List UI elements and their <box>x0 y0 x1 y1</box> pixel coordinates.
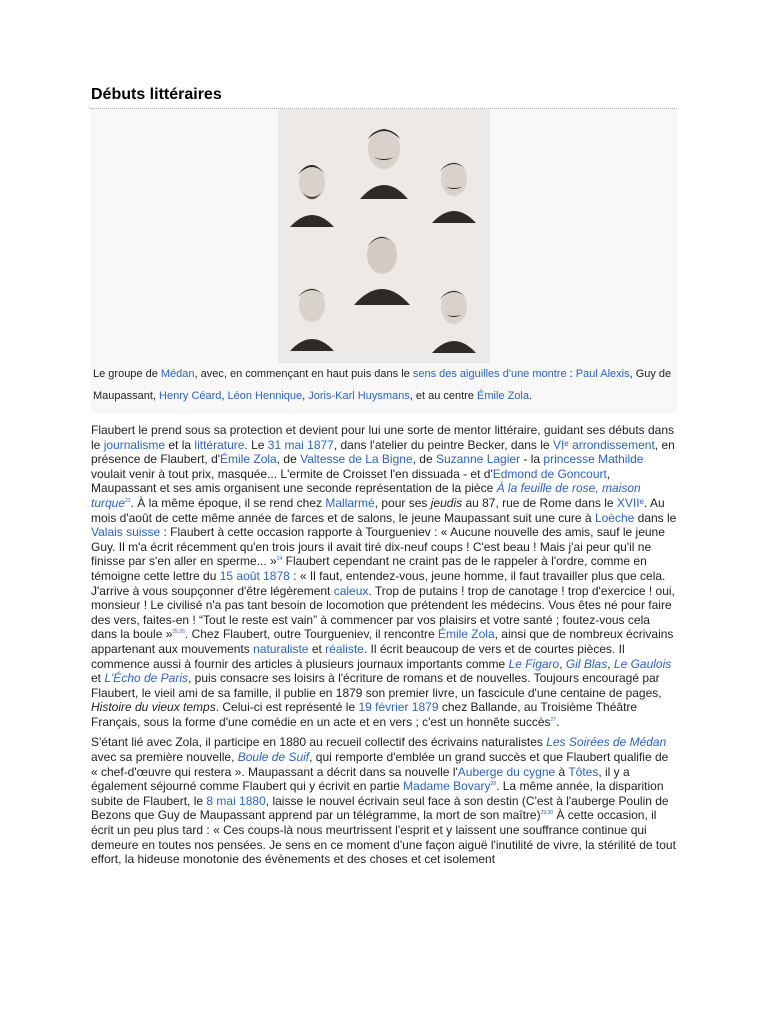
text-run: : « Il faut, entendez-vous, jeune homme, il faut travailler plus que cela. J'arrive à vous soupçonner d'être légèrement <box>91 568 666 598</box>
text-run: S'étant lié avec Zola, il participe en 1880 au recueil collectif des écrivains naturalistes <box>91 735 547 750</box>
text-run: , il y a également séjourné comme Flaubert qui y écrivit en partie <box>91 764 630 794</box>
footnote-ref[interactable]: 29,30 <box>540 810 554 817</box>
text-run: chez Ballande, au Troisième Théâtre Français, sous la forme d'une comédie en un acte et en vers ; c'est un honnête succès <box>91 700 638 729</box>
article-section <box>91 84 677 867</box>
inline-link[interactable]: À la feuille de rose, maison turque <box>91 481 641 510</box>
footnote-ref[interactable]: 25,26 <box>172 629 185 636</box>
text-run: . Celui-ci est représenté le <box>215 700 359 715</box>
text-run: Flaubert cependant ne craint pas de le rappeler à l'ordre, comme en témoigne cette lettre du <box>91 554 647 583</box>
paragraph-1 <box>91 423 677 729</box>
paragraph-2 <box>91 735 677 866</box>
text-run: Flaubert le prend sous sa protection et devient pour lui une sorte de mentor littéraire, guidant ses débuts dans le <box>91 423 675 452</box>
text-run: et la <box>165 437 195 452</box>
text-run: . Trop de putains ! trop de canotage ! trop d'exercice ! oui, monsieur ! Le civilisé n'a pas tant besoin de locomotion que prétendent les médecins. Vous êtes né pour faire des vers, faites-en ! “Tout le reste est vain” à commencer par vos plaisirs et votre santé ; foutez-vous cela dans la boule » <box>91 583 675 642</box>
group-portrait-image[interactable] <box>278 109 490 363</box>
footnote-ref[interactable]: 28 <box>490 781 497 788</box>
text-run: - la <box>520 452 544 467</box>
text-run: , <box>302 390 309 402</box>
text-run: . Au mois d'août de cette même année de farces et de salons, le jeune Maupassant suit une cure à <box>91 495 665 525</box>
inline-link[interactable]: Le Gaulois <box>613 656 672 671</box>
text-run: , puis consacre ses loisirs à l'écriture de romans et de nouvelles. Toujours encouragé par Flaubert, le vieil ami de sa famille, il publie en 1879 son premier livre, un fascicule d'une centaine de pages, <box>91 671 662 700</box>
emphasis-text: Histoire du vieux temps <box>91 700 216 715</box>
inline-link[interactable]: 19 février 1879 <box>358 700 439 715</box>
footnote-ref[interactable]: 24 <box>276 556 283 563</box>
text-run: , ainsi que de nombreux écrivains appartenant aux mouvements <box>91 627 674 656</box>
inline-link[interactable]: Valtesse de La Bigne <box>300 452 413 467</box>
figure-caption <box>91 363 677 407</box>
text-run: , pour ses <box>374 495 431 510</box>
inline-link[interactable]: Boule de Suif <box>237 750 310 765</box>
section-title: Débuts littéraires <box>91 84 677 109</box>
inline-link[interactable]: Les Soirées de Médan <box>546 735 667 750</box>
inline-link[interactable]: réaliste <box>325 641 364 656</box>
inline-link[interactable]: journalisme <box>103 437 166 452</box>
text-run: , et au centre <box>409 390 478 402</box>
text-run: : <box>566 368 576 380</box>
inline-link[interactable]: naturaliste <box>253 641 309 656</box>
text-run: au 87, rue de Rome dans le <box>462 495 617 510</box>
text-run: , avec, en commençant en haut puis dans le <box>194 368 413 380</box>
inline-link[interactable]: Émile Zola <box>477 390 529 402</box>
footnote-ref[interactable]: 23 <box>125 497 131 504</box>
inline-link[interactable]: Le Figaro <box>508 656 560 671</box>
inline-link[interactable]: Joris-Karl Huysmans <box>308 390 410 402</box>
text-run: . La même année, la disparition subite de Flaubert, le <box>91 779 664 808</box>
inline-link[interactable]: Gil Blas <box>565 656 608 671</box>
inline-link[interactable]: Tôtes <box>568 764 599 779</box>
text-run: , <box>221 390 228 402</box>
inline-link[interactable]: Madame Bovary <box>403 779 491 794</box>
inline-link[interactable]: 8 mai 1880 <box>206 793 266 808</box>
text-run: , qui remporte d'emblée un grand succès et que Flaubert qualifie de « chef-d'œuvre qui restera ». Maupassant a décrit dans sa nouvelle l' <box>91 750 669 779</box>
inline-link[interactable]: 15 août 1878 <box>219 568 290 583</box>
inline-link[interactable]: XVIIᵉ <box>616 495 645 510</box>
footnote-ref[interactable]: 27 <box>550 716 557 723</box>
text-run: À cette occasion, il écrit un peu plus tard : « Ces coups-là nous meurtrissent l'esprit et y laissent une souffrance continue qui demeure en toutes nos pensées. Je sens en ce moment d'une façon aiguë l'inutilité de vivre, la stérilité de tout effort, la hideuse monotonie des évènements et des choses et cet isolement <box>91 808 676 867</box>
text-run: et <box>308 641 326 656</box>
inline-link[interactable]: princesse Mathilde <box>543 452 644 467</box>
text-run: , laisse le nouvel écrivain seul face à son destin (C'est à l'auberge Poulin de Bezons que Guy de Maupassant apprend par un télégramme, la mort de son maître) <box>91 793 669 823</box>
inline-link[interactable]: Henry Céard <box>159 390 222 402</box>
inline-link[interactable]: littérature <box>194 437 245 452</box>
text-run: . <box>556 714 560 729</box>
text-run: , Maupassant et ses amis organisent une seconde représentation de la pièce <box>91 466 611 496</box>
inline-link[interactable]: Médan <box>160 368 195 380</box>
inline-link[interactable]: Émile Zola <box>220 452 277 467</box>
text-run: et <box>91 671 105 686</box>
text-run: . À la même époque, il se rend chez <box>130 495 326 510</box>
inline-link[interactable]: Auberge du cygne <box>457 764 556 779</box>
figure <box>91 109 677 413</box>
inline-link[interactable]: Loèche <box>594 510 635 525</box>
inline-link[interactable]: VIᵉ arrondissement <box>552 437 655 452</box>
text-run: Le groupe de <box>93 368 161 380</box>
inline-link[interactable]: 31 mai 1877 <box>267 437 334 452</box>
text-run: dans le <box>634 510 677 525</box>
inline-link[interactable]: Paul Alexis <box>575 368 630 380</box>
inline-link[interactable]: Mallarmé <box>325 495 375 510</box>
text-run: . <box>528 390 533 402</box>
text-run: , <box>559 656 566 671</box>
inline-link[interactable]: Émile Zola <box>437 627 495 642</box>
emphasis-text: jeudis <box>430 495 463 510</box>
text-run: , de <box>412 452 436 467</box>
text-run: . Chez Flaubert, outre Tourgueniev, il rencontre <box>184 627 438 642</box>
inline-link[interactable]: Edmond de Goncourt <box>492 466 607 481</box>
text-run: , en présence de Flaubert, d' <box>91 437 675 467</box>
text-run: voulait venir à tout prix, masquée... L'ermite de Croisset l'en dissuada - et d' <box>91 466 493 481</box>
text-run: : Flaubert à cette occasion rapporte à Tourgueniev : « Aucune nouvelle des amis, sauf le jeune Guy. Il m'a écrit récemment qu'en trois jours il avait tiré dix-neuf coups ! C'est beau ! Mais j'ai peur qu'il ne finisse par s'en aller en sperme... » <box>91 525 665 569</box>
text-run: . Le <box>244 437 268 452</box>
inline-link[interactable]: Léon Hennique <box>227 390 303 402</box>
inline-link[interactable]: caleux <box>333 583 369 598</box>
text-run: à <box>555 764 569 779</box>
text-run: , <box>607 656 614 671</box>
inline-link[interactable]: Valais suisse <box>91 525 161 540</box>
text-run: avec sa première nouvelle, <box>91 750 238 765</box>
text-run: , Guy de Maupassant, <box>93 368 672 402</box>
inline-link[interactable]: sens des aiguilles d'une montre <box>412 368 567 380</box>
text-run: . Il écrit beaucoup de vers et de courtes pièces. Il commence aussi à fournir des articles à plusieurs journaux importants comme <box>91 641 625 671</box>
inline-link[interactable]: Suzanne Lagier <box>435 452 521 467</box>
inline-link[interactable]: L'Écho de Paris <box>104 671 189 686</box>
text-run: , dans l'atelier du peintre Becker, dans le <box>333 437 553 452</box>
text-run: , de <box>276 452 301 467</box>
